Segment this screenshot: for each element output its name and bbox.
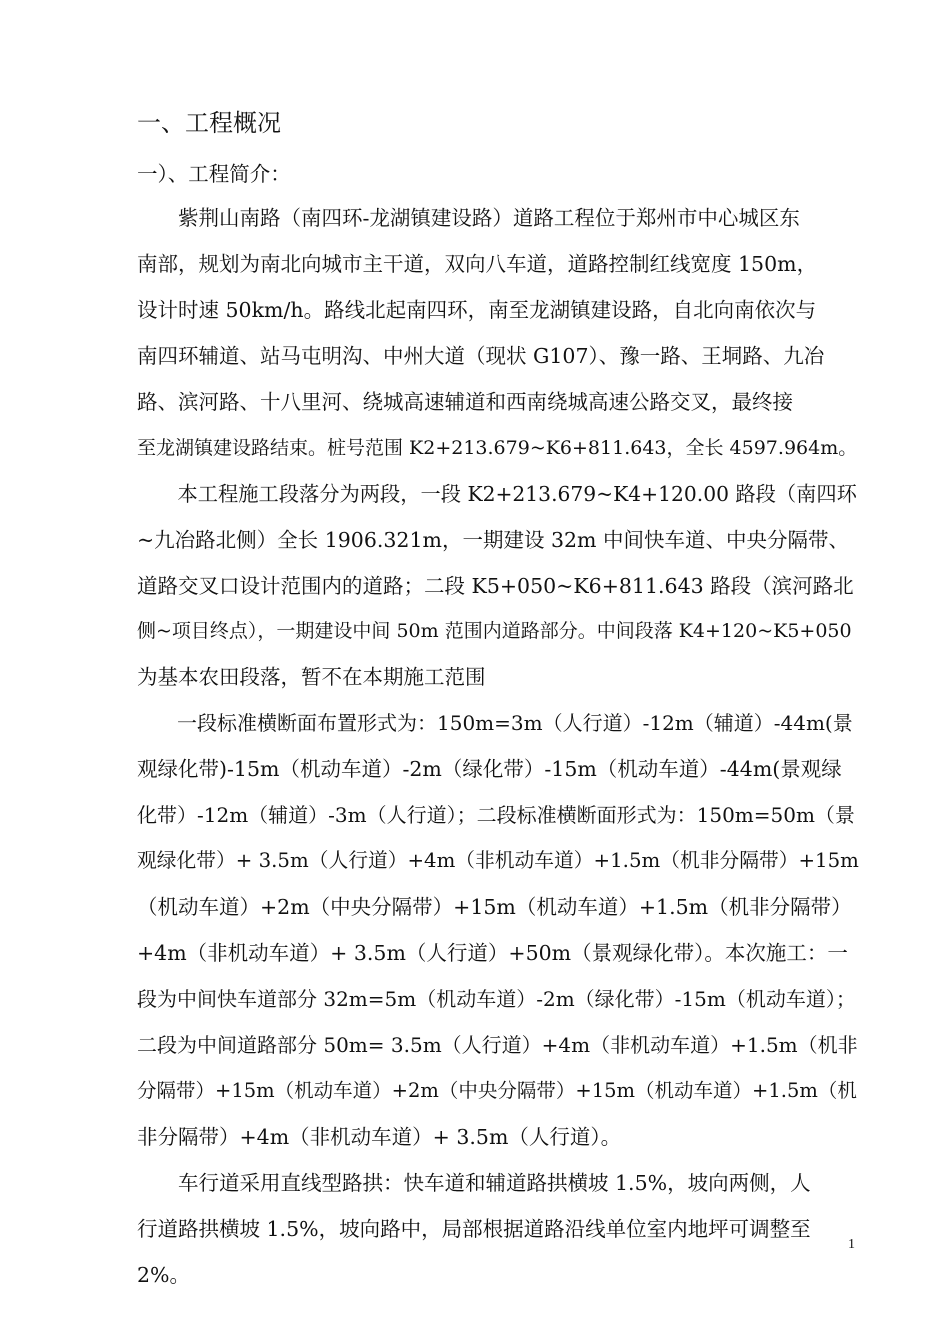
paragraph-line: （机动车道）+2m（中央分隔带）+15m（机动车道）+1.5m（机非分隔带）	[137, 895, 852, 919]
paragraph-line: 二段为中间道路部分 50m= 3.5m（人行道）+4m（非机动车道）+1.5m（机非	[137, 1033, 858, 1057]
paragraph-line: 非分隔带）+4m（非机动车道）+ 3.5m（人行道）。	[137, 1125, 622, 1149]
paragraph-line: 紫荆山南路（南四环-龙湖镇建设路）道路工程位于郑州市中心城区东	[137, 206, 800, 230]
paragraph-line: 观绿化带)-15m（机动车道）-2m（绿化带）-15m（机动车道）-44m(景观绿	[137, 757, 842, 781]
subsection-heading: 一）、工程简介：	[137, 162, 291, 186]
paragraph-line: 化带）-12m（辅道）-3m（人行道）；二段标准横断面形式为：150m=50m（景	[137, 803, 855, 827]
paragraph-line: 分隔带）+15m（机动车道）+2m（中央分隔带）+15m（机动车道）+1.5m（机	[137, 1079, 857, 1102]
paragraph-line: 观绿化带）+ 3.5m（人行道）+4m（非机动车道）+1.5m（机非分隔带）+15m	[137, 849, 859, 872]
paragraph-line: 至龙湖镇建设路结束。桩号范围 K2+213.679~K6+811.643，全长 4597.964m。	[137, 437, 858, 459]
paragraph-line: 车行道采用直线型路拱：快车道和辅道路拱横坡 1.5%，坡向两侧，人	[137, 1171, 811, 1195]
paragraph-line: 本工程施工段落分为两段，一段 K2+213.679~K4+120.00 路段（南四环	[137, 482, 857, 506]
paragraph-line: 南四环辅道、站马屯明沟、中州大道（现状 G107）、豫一路、王垌路、九冶	[137, 344, 825, 368]
paragraph-line: ~九冶路北侧）全长 1906.321m，一期建设 32m 中间快车道、中央分隔带、	[137, 528, 850, 552]
section-heading: 一、工程概况	[137, 109, 281, 137]
paragraph-line: +4m（非机动车道）+ 3.5m（人行道）+50m（景观绿化带）。本次施工：一	[137, 941, 848, 965]
paragraph-line: 路、滨河路、十八里河、绕城高速辅道和西南绕城高速公路交叉，最终接	[137, 390, 793, 414]
paragraph-line: 行道路拱横坡 1.5%，坡向路中，局部根据道路沿线单位室内地坪可调整至	[137, 1217, 811, 1241]
paragraph-line: 为基本农田段落，暂不在本期施工范围	[137, 665, 486, 689]
paragraph-line: 2%。	[137, 1263, 191, 1287]
paragraph-line: 一段标准横断面布置形式为：150m=3m（人行道）-12m（辅道）-44m(景	[137, 711, 853, 735]
paragraph-line: 道路交叉口设计范围内的道路；二段 K5+050~K6+811.643 路段（滨河路北	[137, 574, 854, 598]
paragraph-line: 南部，规划为南北向城市主干道，双向八车道，道路控制红线宽度 150m，	[137, 252, 818, 276]
paragraph-line: 段为中间快车道部分 32m=5m（机动车道）-2m（绿化带）-15m（机动车道）；	[137, 987, 856, 1011]
page-number: 1	[848, 1237, 855, 1252]
paragraph-line: 设计时速 50km/h。路线北起南四环，南至龙湖镇建设路，自北向南依次与	[137, 298, 817, 322]
paragraph-line: 侧~项目终点），一期建设中间 50m 范围内道路部分。中间段落 K4+120~K5+050	[137, 620, 852, 642]
